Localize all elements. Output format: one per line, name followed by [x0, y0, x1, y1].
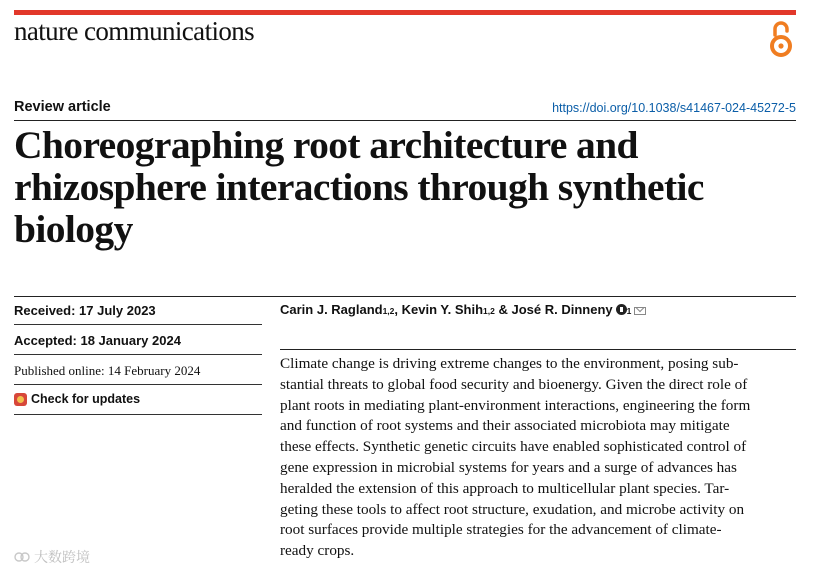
author-name[interactable]: Carin J. Ragland — [280, 302, 383, 317]
header-divider — [14, 120, 796, 121]
affiliation-marker: 1,2 — [382, 306, 395, 316]
affiliation-marker: 1,2 — [483, 306, 495, 316]
title-line: rhizosphere interactions through synthetic — [14, 165, 704, 209]
author-name[interactable]: José R. Dinneny — [511, 302, 613, 317]
published-date: Published online: 14 February 2024 — [14, 363, 201, 378]
abstract-text — [280, 354, 798, 562]
author-name[interactable]: Kevin Y. Shih — [401, 302, 484, 317]
email-icon[interactable] — [634, 307, 646, 315]
orcid-icon[interactable] — [616, 304, 627, 315]
article-title — [14, 124, 794, 250]
abstract-line: root surfaces provide multiple strategies for the advancement of climate- — [280, 521, 722, 539]
watermark-text: 大数跨境 — [34, 549, 90, 565]
journal-name[interactable]: nature communications — [14, 16, 255, 46]
title-line: Choreographing root architecture and — [14, 123, 638, 167]
meta-divider — [14, 384, 262, 385]
abstract-divider — [280, 349, 796, 350]
open-access-icon — [766, 18, 796, 58]
check-updates-label: Check for updates — [31, 392, 141, 406]
check-for-updates-button[interactable] — [14, 392, 140, 406]
accepted-date: Accepted: 18 January 2024 — [14, 333, 181, 348]
doi-link[interactable]: https://doi.org/10.1038/s41467-024-45272-5 — [552, 101, 796, 115]
received-date: Received: 17 July 2023 — [14, 303, 156, 318]
abstract-line: ready crops. — [280, 542, 355, 560]
author-separator: , — [394, 302, 402, 317]
abstract-line: geting these tools to affect root structure, exudation, and microbe activity on — [280, 500, 745, 518]
abstract-line: and function of root systems and their associated microbiota may mitigate — [280, 417, 730, 435]
title-line: biology — [14, 207, 133, 251]
meta-divider — [14, 414, 262, 415]
abstract-line: plant roots in mediating plant-environment interactions, engineering the form — [280, 396, 751, 414]
meta-divider — [14, 354, 262, 355]
author-separator: & — [494, 302, 512, 317]
abstract-line: gene expression in microbial systems for years and a surge of advances has — [280, 458, 737, 476]
watermark-logo-icon — [14, 551, 30, 563]
author-list — [280, 302, 646, 317]
abstract-line: Climate change is driving extreme changes to the environment, posing sub- — [280, 355, 739, 372]
article-type: Review article — [14, 99, 111, 115]
abstract-line: heralded the extension of this approach to multicellular plant species. Tar- — [280, 479, 730, 497]
title-divider — [14, 296, 796, 297]
abstract-line: stantial threats to global food security and bioenergy. Given the direct role of — [280, 375, 748, 393]
meta-divider — [14, 324, 262, 325]
check-updates-icon — [14, 393, 27, 406]
abstract-line: these effects. Synthetic genetic circuits have enabled sophisticated control of — [280, 438, 747, 456]
affiliation-marker: 1 — [626, 306, 632, 316]
watermark — [14, 547, 90, 567]
journal-accent-bar — [14, 10, 796, 15]
